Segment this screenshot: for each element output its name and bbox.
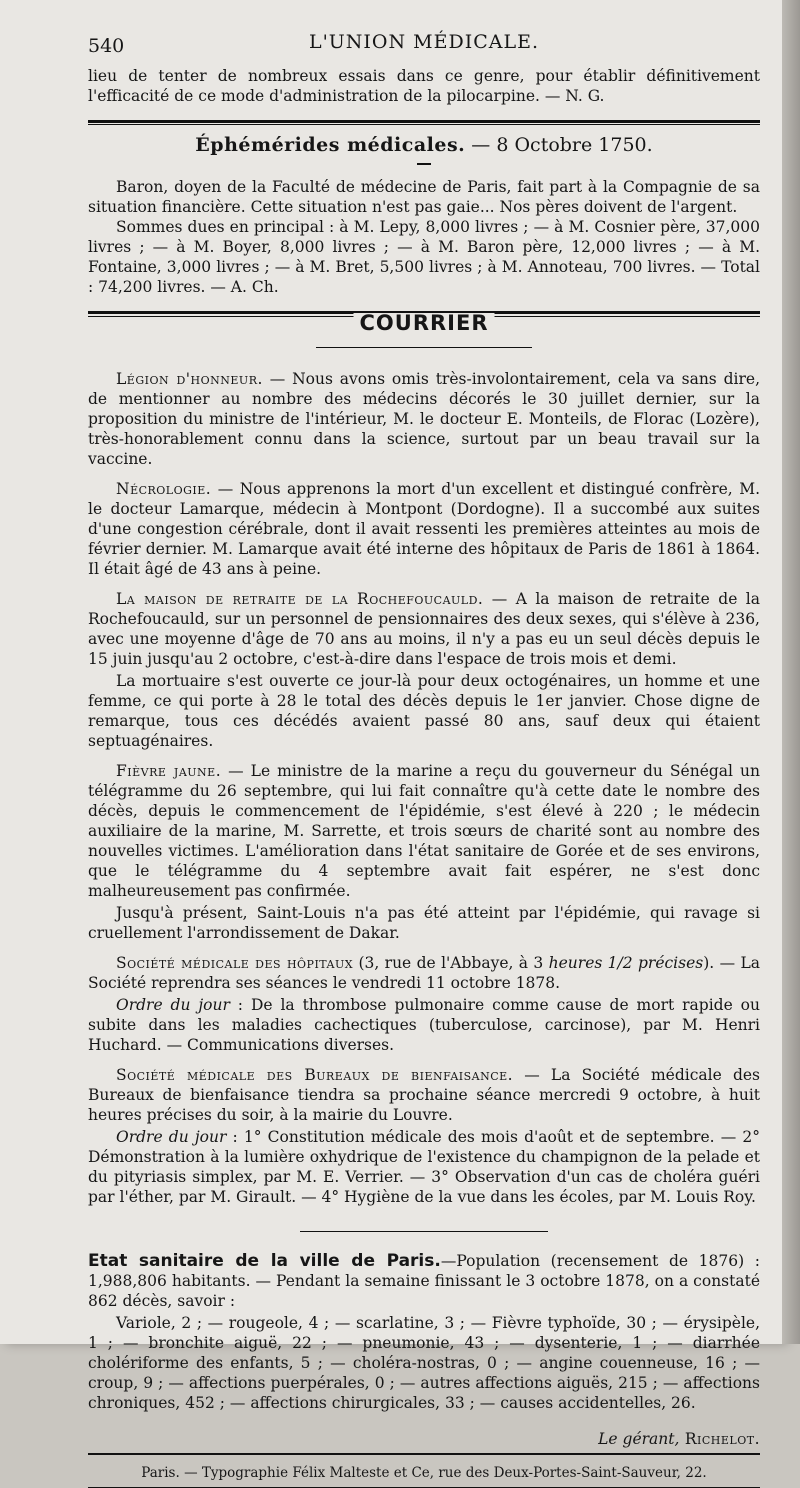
running-header (88, 24, 760, 64)
fievre-item (88, 761, 760, 901)
signature-name: Richelot. (679, 1430, 760, 1448)
bureaux-odj-label: Ordre du jour (116, 1128, 227, 1146)
legion-heading: Légion d'honneur. (116, 370, 263, 388)
page-content (88, 24, 760, 1488)
courrier-banner (88, 311, 760, 359)
intro-paragraph: lieu de tenter de nombreux essais dans ce genre, pour établir définitivement l'efficacité de ce mode d'administration de la pilocarpine. — N. G. (88, 67, 760, 105)
section-rule (88, 120, 760, 123)
etat-sanitaire-heading: Etat sanitaire de la ville de Paris. (88, 1251, 441, 1271)
fievre-item-2: Jusqu'à présent, Saint-Louis n'a pas été atteint par l'épidémie, qui ravage si cruellement l'arrondissement de Dakar. (88, 904, 760, 942)
section-rule-thin (88, 124, 760, 125)
ephemerides-title: Éphémérides médicales. (195, 134, 466, 156)
signature-label: Le gérant, (598, 1430, 680, 1448)
etat-sanitaire-item (88, 1251, 760, 1311)
courrier-title: COURRIER (354, 313, 495, 333)
ephemerides-date: — 8 Octobre 1750. (465, 134, 653, 156)
page-gutter (782, 0, 800, 1344)
fievre-heading: Fièvre jaune. (116, 762, 222, 780)
hopitaux-address: (3, rue de l'Abbaye, à 3 (353, 954, 549, 972)
necrologie-heading: Nécrologie. (116, 480, 212, 498)
hopitaux-ordre-du-jour (88, 995, 760, 1055)
legion-text: — Nous avons omis très-involontairement, cela va sans dire, de mentionner au nombre des médecins décorés le 30 juillet dernier, sur la proposition du ministre de l'intérieur, M. le docteur E. Monteils, de Florac (Lozère), très-honorablement connu dans la science, surtout par un beau travail sur la vaccine. (88, 370, 760, 468)
bureaux-odj-text: : 1° Constitution médicale des mois d'août et de septembre. — 2° Démonstration à la lumière oxhydrique de l'existence du champignon de la pelade et du pityriasis simplex, par M. E. Verrier. — 3° Observation d'un cas de choléra guéri par l'éther, par M. Girault. — 4° Hygiène de la vue dans les écoles, par M. Louis Roy. (88, 1128, 760, 1206)
maison-heading: La maison de retraite de la Rochefoucauld. (116, 590, 484, 608)
page-number: 540 (88, 35, 125, 57)
bureaux-item (88, 1065, 760, 1125)
legion-item (88, 369, 760, 469)
signature-rule (88, 1453, 760, 1455)
ephemerides-paragraph: Baron, doyen de la Faculté de médecine de Paris, fait part à la Compagnie de sa situation financière. Cette situation n'est pas gaie... Nos pères doivent de l'argent. (88, 178, 760, 216)
fievre-text: — Le ministre de la marine a reçu du gouverneur du Sénégal un télégramme du 26 septembre, qui lui fait connaître qu'à cette date le nombre des décès, depuis le commencement de l'épidémie, s'est élevé à 220 ; le médecin auxiliaire de la marine, M. Sarrette, et trois sœurs de charité sont au nombre des nouvelles victimes. L'amélioration dans l'état sanitaire de Gorée et de ses environs, que le télégramme du 4 septembre avait fait espérer, ne s'est donc malheureusement pas confirmée. (88, 762, 760, 900)
hopitaux-odj-text: : De la thrombose pulmonaire comme cause de mort rapide ou subite dans les maladies cachectiques (tuberculose, carcinose), par M. Henri Huchard. — Communications diverses. (88, 996, 760, 1054)
etat-sanitaire-text: —Population (recensement de 1876) : 1,988,806 habitants. — Pendant la semaine finissant le 3 octobre 1878, on a constaté 862 décès, savoir : (88, 1252, 760, 1310)
ephemerides-heading (88, 135, 760, 155)
dash-divider (417, 163, 431, 165)
ephemerides-sums: Sommes dues en principal : à M. Lepy, 8,000 livres ; — à M. Cosnier père, 37,000 livres ; — à M. Boyer, 8,000 livres ; — à M. Baron père, 12,000 livres ; — à M. Fontaine, 3,000 livres ; — à M. Bret, 5,500 livres ; à M. Annoteau, 700 livres. — Total : 74,200 livres. — A. Ch. (88, 218, 760, 296)
hopitaux-odj-label: Ordre du jour (116, 996, 230, 1014)
separator-line (300, 1231, 548, 1232)
etat-sanitaire-list: Variole, 2 ; — rougeole, 4 ; — scarlatine, 3 ; — Fièvre typhoïde, 30 ; — érysipèle, 1 ; — bronchite aiguë, 22 ; — pneumonie, 43 ; — dysenterie, 1 ; — diarrhée cholériforme des enfants, 5 ; — choléra-nostras, 0 ; — angine couenneuse, 16 ; — croup, 9 ; — affections puerpérales, 0 ; — autres affections aiguës, 215 ; — affections chroniques, 452 ; — affections chirurgicales, 33 ; — causes accidentelles, 26. (88, 1314, 760, 1412)
hopitaux-item (88, 953, 760, 993)
maison-item-2: La mortuaire s'est ouverte ce jour-là pour deux octogénaires, un homme et une femme, ce qui porte à 28 le total des décès depuis le 1er janvier. Chose digne de remarque, tous ces décédés avaient passé 80 ans, sauf deux qui étaient septuagénaires. (88, 672, 760, 750)
hopitaux-text: ). — La Société reprendra ses séances le vendredi 11 octobre 1878. (88, 954, 760, 992)
maison-text: — A la maison de retraite de la Rochefoucauld, sur un personnel de pensionnaires des deux sexes, qui s'élève à 236, avec une moyenne d'âge de 70 ans au moins, il n'y a pas eu un seul décès depuis le 15 juin jusqu'au 2 octobre, c'est-à-dire dans l'espace de trois mois et demi. (88, 590, 760, 668)
bureaux-ordre-du-jour (88, 1127, 760, 1207)
imprint: Paris. — Typographie Félix Malteste et Ce, rue des Deux-Portes-Saint-Sauveur, 22. (141, 1465, 707, 1481)
hopitaux-heading: Société médicale des hôpitaux (116, 954, 354, 972)
signature (88, 1429, 760, 1449)
separator (88, 1221, 760, 1243)
bureaux-text: — La Société médicale des Bureaux de bienfaisance tiendra sa prochaine séance mercredi 9 octobre, à huit heures précises du soir, à la mairie du Louvre. (88, 1066, 760, 1124)
bureaux-heading: Société médicale des Bureaux de bienfaisance. (116, 1066, 514, 1084)
necrologie-item (88, 479, 760, 579)
hopitaux-time: heures 1/2 précises (548, 954, 704, 972)
journal-title: L'UNION MÉDICALE. (308, 31, 540, 53)
courrier-underline (316, 347, 532, 348)
maison-item (88, 589, 760, 669)
necrologie-text: — Nous apprenons la mort d'un excellent et distingué confrère, M. le docteur Lamarque, médecin à Montpont (Dordogne). Il a succombé aux suites d'une congestion cérébrale, dont il avait ressenti les premières atteintes au mois de février dernier. M. Lamarque avait été interne des hôpitaux de Paris de 1861 à 1864. Il était âgé de 43 ans à peine. (88, 480, 760, 578)
